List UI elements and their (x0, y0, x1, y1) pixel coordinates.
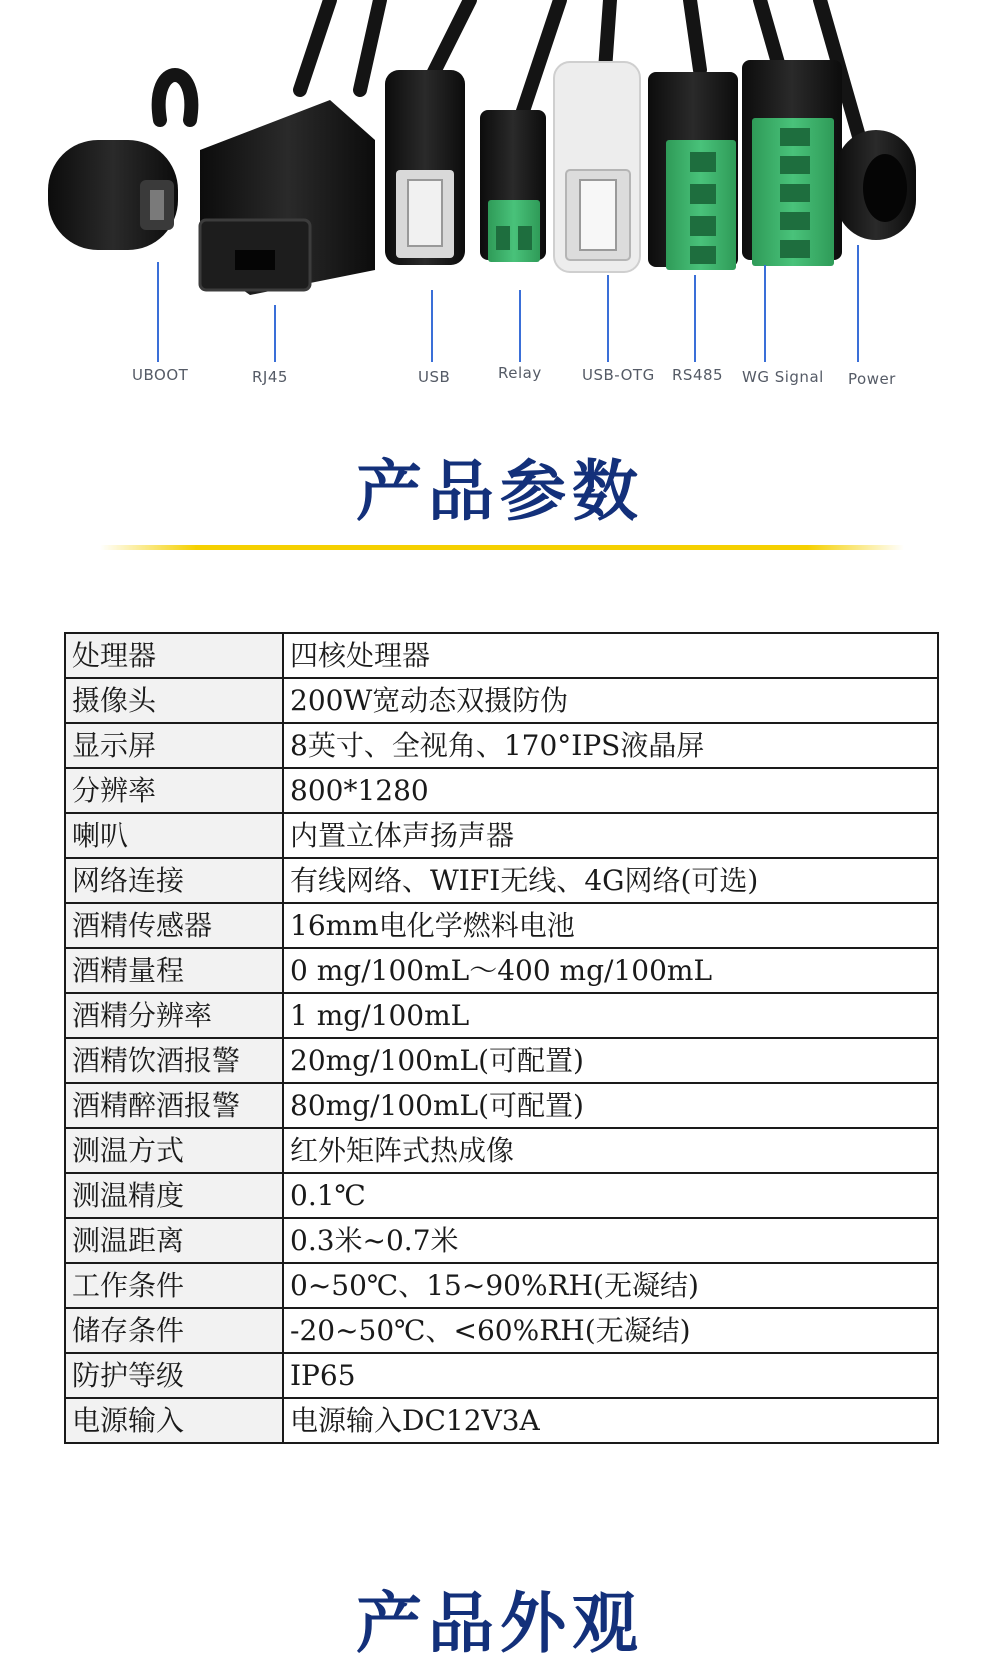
spec-key: 防护等级 (65, 1353, 283, 1398)
spec-key: 酒精分辨率 (65, 993, 283, 1038)
spec-value: 1 mg/100mL (283, 993, 938, 1038)
spec-key: 摄像头 (65, 678, 283, 723)
uboot-loop (159, 75, 192, 120)
spec-key: 工作条件 (65, 1263, 283, 1308)
spec-key: 处理器 (65, 633, 283, 678)
spec-value: 0.1℃ (283, 1173, 938, 1218)
label-rs485: RS485 (672, 366, 724, 384)
spec-key: 测温方式 (65, 1128, 283, 1173)
spec-value: -20~50℃、<60%RH(无凝结) (283, 1308, 938, 1353)
table-row (65, 1218, 938, 1263)
table-row (65, 1353, 938, 1398)
usb-otg-connector (554, 62, 640, 272)
spec-value: 80mg/100mL(可配置) (283, 1083, 938, 1128)
label-rj45: RJ45 (252, 368, 288, 386)
spec-value: 200W宽动态双摄防伪 (283, 678, 938, 723)
table-row (65, 1083, 938, 1128)
label-power: Power (848, 370, 896, 388)
usb-connector (385, 70, 465, 265)
spec-value: 四核处理器 (283, 633, 938, 678)
spec-value: 20mg/100mL(可配置) (283, 1038, 938, 1083)
spec-key: 酒精饮酒报警 (65, 1038, 283, 1083)
table-row (65, 858, 938, 903)
spec-value: IP65 (283, 1353, 938, 1398)
spec-key: 喇叭 (65, 813, 283, 858)
spec-value: 有线网络、WIFI无线、4G网络(可选) (283, 858, 938, 903)
label-wg-signal: WG Signal (742, 368, 824, 386)
table-row (65, 678, 938, 723)
connector-illustration (0, 0, 1000, 400)
table-row (65, 633, 938, 678)
title-underline (100, 545, 904, 550)
table-row (65, 813, 938, 858)
spec-key: 电源输入 (65, 1398, 283, 1443)
label-uboot: UBOOT (132, 366, 189, 384)
table-row (65, 993, 938, 1038)
spec-key: 酒精醉酒报警 (65, 1083, 283, 1128)
spec-key: 显示屏 (65, 723, 283, 768)
spec-table (64, 632, 939, 1444)
spec-value: 8英寸、全视角、170°IPS液晶屏 (283, 723, 938, 768)
table-row (65, 948, 938, 993)
label-usb: USB (418, 368, 451, 386)
spec-value: 800*1280 (283, 768, 938, 813)
spec-value: 红外矩阵式热成像 (283, 1128, 938, 1173)
uboot-connector (48, 140, 178, 250)
table-row (65, 1128, 938, 1173)
section-title-appearance: 产品外观 (356, 1585, 644, 1662)
rj45-connector (200, 100, 375, 295)
label-usb-otg: USB-OTG (582, 366, 655, 384)
rs485-connector (648, 72, 738, 270)
spec-key: 储存条件 (65, 1308, 283, 1353)
table-row (65, 768, 938, 813)
spec-table-body (65, 633, 938, 1443)
spec-value: 内置立体声扬声器 (283, 813, 938, 858)
spec-key: 测温距离 (65, 1218, 283, 1263)
relay-connector (480, 110, 546, 262)
spec-key: 酒精传感器 (65, 903, 283, 948)
table-row (65, 1308, 938, 1353)
power-connector (836, 130, 916, 240)
table-row (65, 1263, 938, 1308)
spec-key: 酒精量程 (65, 948, 283, 993)
spec-value: 0~50℃、15~90%RH(无凝结) (283, 1263, 938, 1308)
table-row (65, 723, 938, 768)
section-title-params: 产品参数 (356, 453, 644, 530)
connector-cable-photo (0, 0, 1000, 400)
spec-value: 0.3米~0.7米 (283, 1218, 938, 1263)
table-row (65, 903, 938, 948)
table-row (65, 1173, 938, 1218)
spec-value: 16mm电化学燃料电池 (283, 903, 938, 948)
table-row (65, 1398, 938, 1443)
spec-value: 0 mg/100mL～400 mg/100mL (283, 948, 938, 993)
spec-key: 网络连接 (65, 858, 283, 903)
spec-key: 分辨率 (65, 768, 283, 813)
label-relay: Relay (498, 364, 542, 382)
table-row (65, 1038, 938, 1083)
spec-value: 电源输入DC12V3A (283, 1398, 938, 1443)
spec-key: 测温精度 (65, 1173, 283, 1218)
wg-signal-connector (742, 60, 842, 266)
